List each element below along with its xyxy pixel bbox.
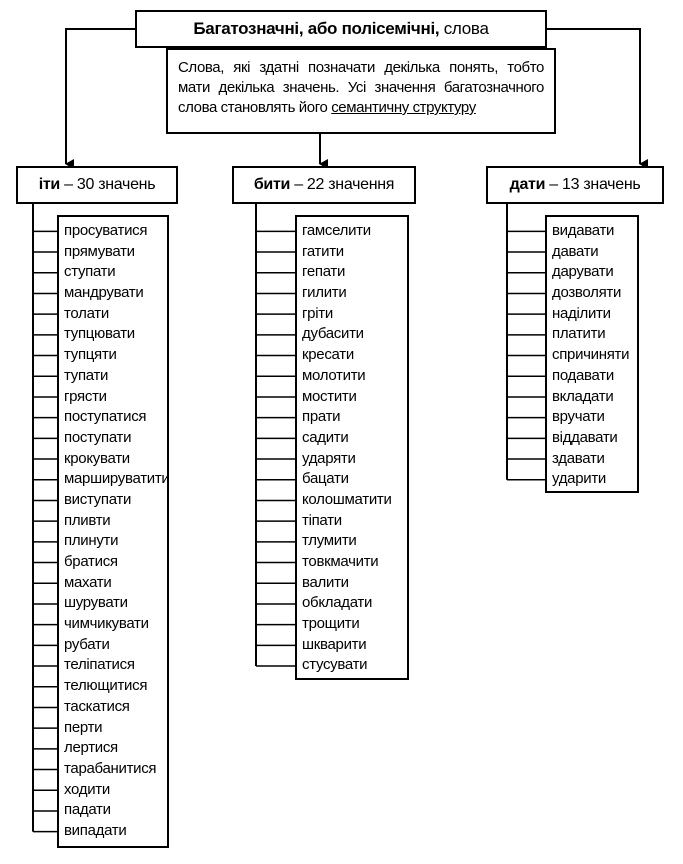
list-item: тіпати [302,511,342,529]
list-item: падати [64,801,111,819]
list-item: вкладати [552,387,614,405]
list-item: валити [302,573,349,591]
arrow-to-iti [66,29,135,164]
definition-text: Слова, які здатні позначати декілька понять, тобто мати декілька значень. Усі значення багатозначного слова становлять його [178,59,544,116]
list-item: трощити [302,615,360,633]
list-item: спричиняти [552,346,630,364]
list-item: шкварити [302,635,367,653]
list-item: випадати [64,821,127,839]
list-item: грясти [64,387,107,405]
list-item: гамселити [302,222,371,239]
list-item: шурувати [64,594,128,612]
column-count: – 22 значення [294,176,395,193]
list-item: давати [552,242,599,260]
list-item: ходити [64,780,110,798]
meanings-list-iti [57,215,169,848]
column-word: дати [509,176,546,193]
list-item: товкмачити [302,553,379,570]
meanings-list-daty [545,215,639,493]
title-box [135,10,547,48]
list-item: ударяти [302,449,356,467]
list-item: гріти [302,304,333,322]
list-item: просуватися [64,222,148,239]
list-item: гепати [302,263,346,281]
column-count: – 30 значень [64,176,156,193]
title-normal: слова [443,19,489,38]
list-item: платити [552,325,606,343]
meanings-list-byty [295,215,409,680]
list-item: здавати [552,449,605,467]
list-item: рубати [64,635,110,653]
list-item: бацати [302,470,349,488]
list-item: тлумити [302,532,357,550]
list-item: тупати [64,366,109,384]
list-item: поступатися [64,408,147,426]
list-item: ступати [64,263,116,281]
title-bold: Багатозначні, або полісемічні, [193,19,440,38]
list-item: тупцювати [64,325,135,343]
list-item: вручати [552,408,605,426]
definition-box [166,48,556,134]
list-item: крокувати [64,449,130,467]
list-item: подавати [552,366,614,384]
list-item: мандрувати [64,284,144,302]
list-item: дарувати [552,263,614,281]
column-count: – 13 значень [549,176,641,193]
list-item: віддавати [552,428,618,446]
list-item: гилити [302,284,347,302]
list-item: обкладати [302,594,373,612]
list-item: лертися [64,739,118,757]
list-item: тупцяти [64,346,117,364]
list-item: гатити [302,242,344,260]
list-item: братися [64,553,118,570]
list-item: кресати [302,346,354,364]
list-item: виступати [64,490,132,508]
list-item: молотити [302,366,366,384]
column-header-byty [232,166,416,204]
list-item: теліпатися [64,656,135,674]
column-word: іти [38,176,60,193]
list-item: прати [302,408,341,426]
list-item: чимчикувати [64,615,149,633]
list-item: плинути [64,532,119,550]
list-item: дубасити [302,325,364,343]
list-item: видавати [552,222,615,239]
definition-underlined: семантичну структуру [331,99,476,116]
list-item: перти [64,718,103,736]
list-item: стусувати [302,656,368,674]
column-header-iti [16,166,178,204]
list-item: колошматити [302,490,392,508]
column-word: бити [253,176,291,193]
list-item: ударити [552,470,606,488]
arrow-to-daty [547,29,640,164]
list-item: прямувати [64,242,135,260]
column-header-daty [486,166,664,204]
list-item: толати [64,304,109,322]
list-item: махати [64,573,112,591]
list-item: таскатися [64,697,130,715]
list-item: садити [302,428,349,446]
list-item: мостити [302,387,357,405]
list-item: пливти [64,511,111,529]
list-item: дозволяти [552,284,622,302]
list-item: поступати [64,428,132,446]
list-item: наділити [552,304,611,322]
list-item: телющитися [64,677,148,695]
list-item: тарабанитися [64,759,157,777]
list-item: маршируватити [64,470,170,488]
